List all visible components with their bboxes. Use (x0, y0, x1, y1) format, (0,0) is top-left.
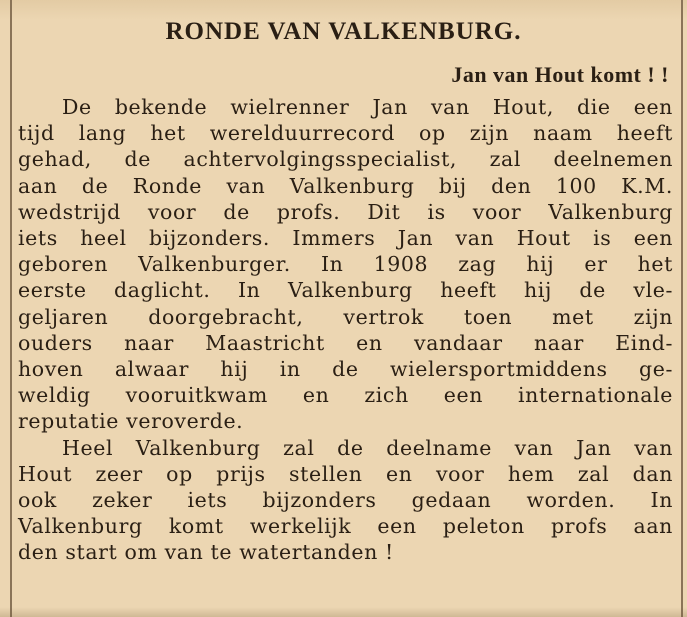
text-line: Valkenburg komt werkelijk een peleton profs aan (18, 514, 673, 539)
text-line: eerste daglicht. In Valkenburg heeft hij de vle- (18, 278, 673, 303)
text-line: hoven alwaar hij in de wielersportmiddens ge- (18, 357, 673, 382)
text-line: reputatie veroverde. (18, 409, 244, 434)
column-rule-left (10, 0, 12, 617)
text-line: aan de Ronde van Valkenburg bij den 100 K.M. (18, 173, 673, 198)
previous-column-bleed (0, 0, 687, 20)
text-line: Heel Valkenburg zal de deelname van Jan van (62, 435, 673, 460)
text-line: geljaren doorgebracht, vertrok toen met zijn (18, 304, 673, 329)
text-line: tijd lang het werelduurrecord op zijn naam heeft (18, 121, 673, 146)
text-line: weldig vooruitkwam en zich een internationale (18, 383, 673, 408)
paragraph-1 (18, 94, 673, 435)
text-line: iets heel bijzonders. Immers Jan van Hout is een (18, 226, 673, 251)
text-line: Hout zeer op prijs stellen en voor hem zal dan (18, 461, 673, 486)
text-line: wedstrijd voor de profs. Dit is voor Valkenburg (18, 199, 673, 224)
next-article-bleed (0, 607, 687, 617)
text-line: geboren Valkenburger. In 1908 zag hij er het (18, 252, 673, 277)
column-rule-right (681, 0, 683, 617)
article-body (18, 94, 673, 566)
text-line: De bekende wielrenner Jan van Hout, die een (62, 95, 673, 119)
text-line: gehad, de achtervolgingsspecialist, zal deelnemen (18, 147, 673, 172)
paragraph-2 (18, 435, 673, 566)
text-line: ouders naar Maastricht en vandaar naar Eind- (18, 330, 673, 355)
text-line: ook zeker iets bijzonders gedaan worden. In (18, 488, 673, 513)
article-headline: RONDE VAN VALKENBURG. (165, 18, 522, 45)
text-line: den start om van te watertanden ! (18, 540, 394, 565)
article-subheadline: Jan van Hout komt ! ! (451, 62, 669, 87)
